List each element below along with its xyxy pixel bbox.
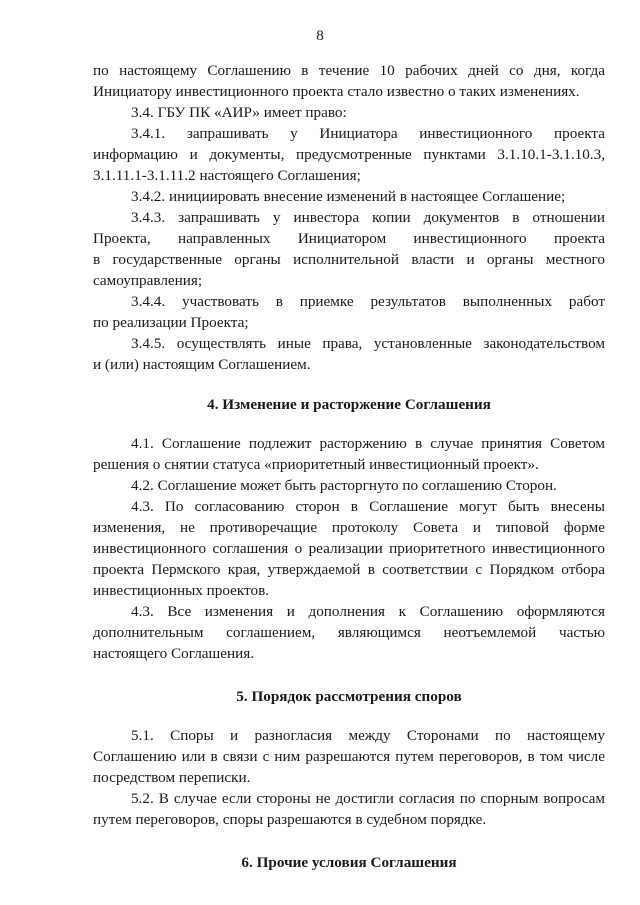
clause-4-4-line: 4.3. Все изменения и дополнения к Соглашению оформляются xyxy=(131,603,605,620)
page-number: 8 xyxy=(316,28,324,44)
clause-5-2-line: путем переговоров, споры разрешаются в судебном порядке. xyxy=(93,811,487,828)
clause-5-1-line: 5.1. Споры и разногласия между Сторонами по настоящему xyxy=(131,727,605,744)
clause-4-3-line: инвестиционных проектов. xyxy=(93,582,270,599)
clause-3-4-5-line: и (или) настоящим Соглашением. xyxy=(93,356,311,373)
clause-5-1-line: посредством переписки. xyxy=(93,769,251,786)
clause-5-1-line: Соглашению или в связи с ним разрешаются путем переговоров, в том числе xyxy=(93,748,605,765)
page-content xyxy=(93,60,605,891)
clause-4-3-line: 4.3. По согласованию сторон в Соглашение могут быть внесены xyxy=(131,498,605,515)
clause-4-3-line: инвестиционного соглашения о реализации приоритетного инвестиционного xyxy=(93,540,605,557)
clause-5-2-line: 5.2. В случае если стороны не достигли согласия по спорным вопросам xyxy=(131,790,605,807)
paragraph-line: Инициатору инвестиционного проекта стало известно о таких изменениях. xyxy=(93,83,580,100)
clause-3-4-3-line: в государственные органы исполнительной власти и органы местного xyxy=(93,251,605,268)
clause-3-4: 3.4. ГБУ ПК «АИР» имеет право: xyxy=(131,104,347,121)
clause-3-4-4-line: по реализации Проекта; xyxy=(93,314,249,331)
clause-4-4-line: настоящего Соглашения. xyxy=(93,645,254,662)
clause-4-3-line: изменения, не противоречащие протоколу Совета и типовой форме xyxy=(93,519,605,536)
clause-3-4-2: 3.4.2. инициировать внесение изменений в настоящее Соглашение; xyxy=(131,188,566,205)
clause-4-4-line: дополнительным соглашением, являющимся неотъемлемой частью xyxy=(93,624,605,641)
clause-4-3-line: проекта Пермского края, утверждаемой в соответствии с Порядком отбора xyxy=(93,561,605,578)
section-heading-4: 4. Изменение и расторжение Соглашения xyxy=(207,396,491,413)
paragraph-line: по настоящему Соглашению в течение 10 рабочих дней со дня, когда xyxy=(93,62,605,79)
clause-4-2: 4.2. Соглашение может быть расторгнуто по соглашению Сторон. xyxy=(131,477,557,494)
section-heading-5: 5. Порядок рассмотрения споров xyxy=(236,688,462,705)
clause-3-4-3-line: самоуправления; xyxy=(93,272,203,289)
clause-4-1-line: решения о снятии статуса «приоритетный инвестиционный проект». xyxy=(93,456,539,473)
clause-3-4-1-line: информацию и документы, предусмотренные пунктами 3.1.10.1-3.1.10.3, xyxy=(93,146,605,163)
clause-3-4-1-line: 3.4.1. запрашивать у Инициатора инвестиционного проекта xyxy=(131,125,605,142)
clause-3-4-5-line: 3.4.5. осуществлять иные права, установленные законодательством xyxy=(131,335,605,352)
clause-4-1-line: 4.1. Соглашение подлежит расторжению в случае принятия Советом xyxy=(131,435,605,452)
clause-3-4-4-line: 3.4.4. участвовать в приемке результатов выполненных работ xyxy=(131,293,605,310)
clause-3-4-3-line: 3.4.3. запрашивать у инвестора копии документов в отношении xyxy=(131,209,605,226)
clause-3-4-1-line: 3.1.11.1-3.1.11.2 настоящего Соглашения; xyxy=(93,167,361,184)
section-heading-6: 6. Прочие условия Соглашения xyxy=(241,854,457,871)
clause-3-4-3-line: Проекта, направленных Инициатором инвестиционного проекта xyxy=(93,230,605,247)
